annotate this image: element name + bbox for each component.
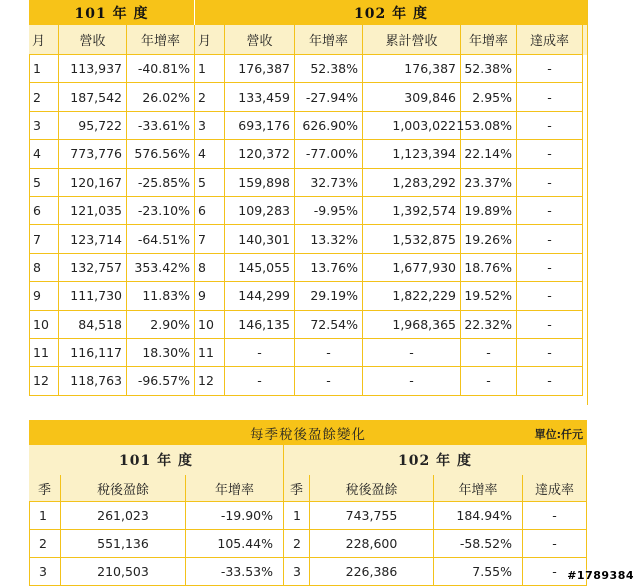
cell-month: 2 bbox=[195, 83, 225, 111]
col-achievement: 達成率 bbox=[517, 25, 583, 55]
cell-growth: -40.81% bbox=[127, 55, 195, 83]
cell-growth: 13.32% bbox=[295, 225, 363, 253]
cell-cumulative-growth: 19.89% bbox=[461, 197, 517, 225]
cell-achievement: - bbox=[517, 169, 583, 197]
cell-month: 2 bbox=[29, 83, 59, 111]
cell-quarter: 3 bbox=[284, 558, 310, 586]
cell-cumulative-growth: 19.26% bbox=[461, 225, 517, 253]
cell-achievement: - bbox=[517, 55, 583, 83]
cell-month: 8 bbox=[29, 254, 59, 282]
cell-achievement: - bbox=[517, 225, 583, 253]
cell-cumulative-revenue: 309,846 bbox=[363, 83, 461, 111]
cell-growth: -77.00% bbox=[295, 140, 363, 168]
cell-net-income: 228,600 bbox=[310, 530, 434, 558]
cell-growth: -33.53% bbox=[186, 558, 284, 586]
cell-revenue: 187,542 bbox=[59, 83, 127, 111]
cell-growth: 18.30% bbox=[127, 339, 195, 367]
col-growth: 年增率 bbox=[127, 25, 195, 55]
cell-revenue: 116,117 bbox=[59, 339, 127, 367]
cell-cumulative-revenue: 1,532,875 bbox=[363, 225, 461, 253]
table-row bbox=[29, 367, 587, 395]
cell-month: 11 bbox=[195, 339, 225, 367]
cell-growth: 2.90% bbox=[127, 311, 195, 339]
cell-growth: 29.19% bbox=[295, 282, 363, 310]
col-month: 月 bbox=[195, 25, 225, 55]
table-row bbox=[29, 55, 587, 83]
year-102-header: 102 年 度 bbox=[284, 445, 587, 475]
monthly-table-body bbox=[29, 55, 587, 396]
column-header-row bbox=[29, 25, 587, 55]
table-title: 每季稅後盈餘變化 bbox=[250, 426, 366, 443]
cell-achievement: - bbox=[517, 311, 583, 339]
cell-revenue: 113,937 bbox=[59, 55, 127, 83]
cell-growth: 626.90% bbox=[295, 112, 363, 140]
cell-month: 10 bbox=[29, 311, 59, 339]
cell-month: 5 bbox=[29, 169, 59, 197]
year-101-header: 101 年 度 bbox=[29, 0, 195, 25]
cell-month: 6 bbox=[29, 197, 59, 225]
table-row bbox=[29, 169, 587, 197]
cell-growth: -33.61% bbox=[127, 112, 195, 140]
cell-growth: 32.73% bbox=[295, 169, 363, 197]
cell-cumulative-growth: 153.08% bbox=[461, 112, 517, 140]
table-row bbox=[29, 282, 587, 310]
cell-cumulative-growth: - bbox=[461, 339, 517, 367]
cell-achievement: - bbox=[517, 254, 583, 282]
table-row bbox=[29, 112, 587, 140]
cell-growth: -25.85% bbox=[127, 169, 195, 197]
table-row bbox=[29, 83, 587, 111]
cell-achievement: - bbox=[523, 530, 587, 558]
cell-growth: 72.54% bbox=[295, 311, 363, 339]
col-month: 月 bbox=[29, 25, 59, 55]
col-quarter: 季 bbox=[284, 475, 310, 502]
cell-achievement: - bbox=[517, 282, 583, 310]
quarterly-table-body bbox=[29, 502, 587, 586]
cell-revenue: 176,387 bbox=[225, 55, 295, 83]
cell-achievement: - bbox=[523, 558, 587, 586]
cell-growth: 26.02% bbox=[127, 83, 195, 111]
page-content bbox=[29, 0, 587, 585]
cell-revenue: 159,898 bbox=[225, 169, 295, 197]
cell-achievement: - bbox=[523, 502, 587, 530]
table-row bbox=[29, 311, 587, 339]
table-row bbox=[29, 558, 587, 586]
monthly-revenue-table bbox=[29, 0, 588, 405]
cell-growth: -19.90% bbox=[186, 502, 284, 530]
cell-revenue: 123,714 bbox=[59, 225, 127, 253]
cell-growth: -23.10% bbox=[127, 197, 195, 225]
cell-revenue: 146,135 bbox=[225, 311, 295, 339]
cell-quarter: 2 bbox=[29, 530, 61, 558]
col-revenue: 營收 bbox=[59, 25, 127, 55]
col-revenue: 營收 bbox=[225, 25, 295, 55]
col-growth: 年增率 bbox=[295, 25, 363, 55]
cell-cumulative-revenue: 176,387 bbox=[363, 55, 461, 83]
cell-cumulative-growth: 22.14% bbox=[461, 140, 517, 168]
cell-growth: 7.55% bbox=[434, 558, 523, 586]
cell-growth: -58.52% bbox=[434, 530, 523, 558]
cell-cumulative-growth: 22.32% bbox=[461, 311, 517, 339]
col-quarter: 季 bbox=[29, 475, 61, 502]
cell-growth: -64.51% bbox=[127, 225, 195, 253]
cell-cumulative-revenue: - bbox=[363, 367, 461, 395]
cell-month: 7 bbox=[29, 225, 59, 253]
cell-month: 6 bbox=[195, 197, 225, 225]
cell-month: 11 bbox=[29, 339, 59, 367]
cell-month: 10 bbox=[195, 311, 225, 339]
col-achievement: 達成率 bbox=[523, 475, 587, 502]
cell-cumulative-revenue: 1,822,229 bbox=[363, 282, 461, 310]
cell-cumulative-revenue: 1,123,394 bbox=[363, 140, 461, 168]
table-row bbox=[29, 140, 587, 168]
col-growth: 年增率 bbox=[434, 475, 523, 502]
table-row bbox=[29, 197, 587, 225]
watermark: #1789384 bbox=[567, 569, 634, 582]
quarterly-earnings-table bbox=[29, 420, 587, 585]
cell-quarter: 1 bbox=[284, 502, 310, 530]
cell-net-income: 226,386 bbox=[310, 558, 434, 586]
cell-achievement: - bbox=[517, 367, 583, 395]
cell-cumulative-revenue: 1,392,574 bbox=[363, 197, 461, 225]
cell-cumulative-growth: 23.37% bbox=[461, 169, 517, 197]
year-102-header: 102 年 度 bbox=[195, 0, 587, 25]
cell-revenue: 95,722 bbox=[59, 112, 127, 140]
cell-cumulative-revenue: - bbox=[363, 339, 461, 367]
cell-month: 12 bbox=[195, 367, 225, 395]
cell-achievement: - bbox=[517, 112, 583, 140]
cell-revenue: 145,055 bbox=[225, 254, 295, 282]
cell-revenue: 120,372 bbox=[225, 140, 295, 168]
cell-cumulative-revenue: 1,968,365 bbox=[363, 311, 461, 339]
cell-month: 4 bbox=[29, 140, 59, 168]
cell-growth: - bbox=[295, 367, 363, 395]
cell-net-income: 261,023 bbox=[61, 502, 186, 530]
cell-growth: 353.42% bbox=[127, 254, 195, 282]
cell-cumulative-revenue: 1,283,292 bbox=[363, 169, 461, 197]
cell-revenue: - bbox=[225, 367, 295, 395]
cell-growth: -27.94% bbox=[295, 83, 363, 111]
quarterly-year-row bbox=[29, 445, 587, 475]
cell-revenue: 120,167 bbox=[59, 169, 127, 197]
cell-cumulative-growth: - bbox=[461, 367, 517, 395]
cell-revenue: 121,035 bbox=[59, 197, 127, 225]
cell-revenue: 773,776 bbox=[59, 140, 127, 168]
cell-growth: 576.56% bbox=[127, 140, 195, 168]
cell-month: 12 bbox=[29, 367, 59, 395]
cell-cumulative-growth: 52.38% bbox=[461, 55, 517, 83]
cell-cumulative-growth: 19.52% bbox=[461, 282, 517, 310]
col-cumulative-growth: 年增率 bbox=[461, 25, 517, 55]
cell-month: 9 bbox=[29, 282, 59, 310]
cell-month: 3 bbox=[29, 112, 59, 140]
col-cumulative-revenue: 累計營收 bbox=[363, 25, 461, 55]
col-net-income: 稅後盈餘 bbox=[61, 475, 186, 502]
cell-growth: 184.94% bbox=[434, 502, 523, 530]
table-row bbox=[29, 339, 587, 367]
table-row bbox=[29, 530, 587, 558]
year-101-header: 101 年 度 bbox=[29, 445, 284, 475]
cell-achievement: - bbox=[517, 339, 583, 367]
cell-growth: 105.44% bbox=[186, 530, 284, 558]
cell-month: 9 bbox=[195, 282, 225, 310]
cell-revenue: 144,299 bbox=[225, 282, 295, 310]
cell-month: 7 bbox=[195, 225, 225, 253]
cell-month: 5 bbox=[195, 169, 225, 197]
cell-growth: -9.95% bbox=[295, 197, 363, 225]
cell-growth: -96.57% bbox=[127, 367, 195, 395]
cell-revenue: 140,301 bbox=[225, 225, 295, 253]
cell-cumulative-growth: 2.95% bbox=[461, 83, 517, 111]
cell-month: 8 bbox=[195, 254, 225, 282]
table-row bbox=[29, 254, 587, 282]
cell-cumulative-revenue: 1,677,930 bbox=[363, 254, 461, 282]
cell-net-income: 210,503 bbox=[61, 558, 186, 586]
cell-net-income: 551,136 bbox=[61, 530, 186, 558]
cell-revenue: 118,763 bbox=[59, 367, 127, 395]
cell-revenue: - bbox=[225, 339, 295, 367]
cell-achievement: - bbox=[517, 140, 583, 168]
cell-quarter: 3 bbox=[29, 558, 61, 586]
cell-revenue: 84,518 bbox=[59, 311, 127, 339]
table-row bbox=[29, 502, 587, 530]
cell-growth: 11.83% bbox=[127, 282, 195, 310]
cell-cumulative-growth: 18.76% bbox=[461, 254, 517, 282]
col-growth: 年增率 bbox=[186, 475, 284, 502]
col-net-income: 稅後盈餘 bbox=[310, 475, 434, 502]
cell-achievement: - bbox=[517, 83, 583, 111]
cell-month: 1 bbox=[29, 55, 59, 83]
cell-growth: 52.38% bbox=[295, 55, 363, 83]
cell-revenue: 111,730 bbox=[59, 282, 127, 310]
cell-revenue: 133,459 bbox=[225, 83, 295, 111]
cell-revenue: 109,283 bbox=[225, 197, 295, 225]
table-row bbox=[29, 225, 587, 253]
cell-month: 4 bbox=[195, 140, 225, 168]
cell-quarter: 2 bbox=[284, 530, 310, 558]
cell-cumulative-revenue: 1,003,022 bbox=[363, 112, 461, 140]
unit-label: 單位:仟元 bbox=[534, 428, 583, 441]
cell-net-income: 743,755 bbox=[310, 502, 434, 530]
cell-achievement: - bbox=[517, 197, 583, 225]
cell-month: 3 bbox=[195, 112, 225, 140]
quarterly-table-title bbox=[29, 420, 587, 445]
cell-growth: 13.76% bbox=[295, 254, 363, 282]
cell-revenue: 132,757 bbox=[59, 254, 127, 282]
cell-revenue: 693,176 bbox=[225, 112, 295, 140]
cell-quarter: 1 bbox=[29, 502, 61, 530]
cell-month: 1 bbox=[195, 55, 225, 83]
cell-growth: - bbox=[295, 339, 363, 367]
column-header-row bbox=[29, 475, 587, 502]
